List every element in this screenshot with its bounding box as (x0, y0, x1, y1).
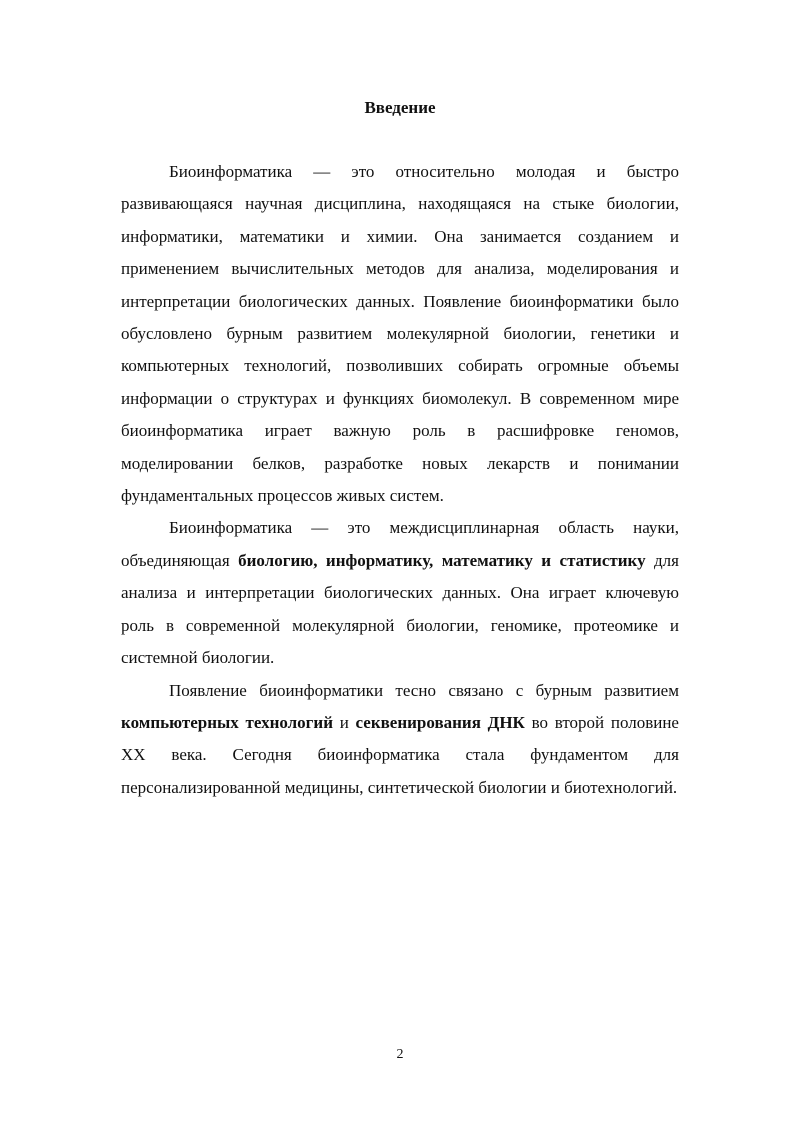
page-content (121, 90, 679, 804)
section-title: Введение (364, 98, 436, 117)
paragraph-text: для анализа и интерпретации биологических данных. Она играет ключевую роль в современной молекулярной биологии, геномике, протеомике и системной биологии. (121, 550, 679, 668)
paragraph-text: и (332, 712, 356, 732)
bold-text: секвенирования ДНК (355, 712, 525, 732)
page-number: 2 (396, 1047, 404, 1062)
paragraph-3 (121, 675, 679, 805)
bold-text: биологию, информатику, математику и статистику (238, 550, 646, 570)
paragraph-1 (121, 156, 679, 512)
paragraph-text: Биоинформатика — это относительно молодая и быстро развивающаяся научная дисциплина, находящаяся на стыке биологии, информатики, математики и химии. Она занимается созданием и применением вычислительных методов для анализа, моделирования и интерпретации биологических данных. Появление биоинформатики было обусловлено бурным развитием молекулярной биологии, генетики и компьютерных технологий, позволивших собирать огромные объемы информации о структурах и функциях биомолекул. В современном мире биоинформатика играет важную роль в расшифровке геномов, моделировании белков, разработке новых лекарств и понимании фундаментальных процессов живых систем. (121, 162, 679, 506)
bold-text: компьютерных технологий (121, 712, 333, 732)
paragraph-text: Биоинформатика — это междисциплинарная область науки, объединяющая (121, 518, 679, 570)
paragraph-text: Появление биоинформатики тесно связано с бурным развитием (169, 680, 679, 700)
paragraph-text: во второй половине XX века. Сегодня биоинформатика стала фундаментом для персонализированной медицины, синтетической биологии и биотехнологий. (121, 712, 679, 797)
paragraph-2 (121, 512, 679, 674)
